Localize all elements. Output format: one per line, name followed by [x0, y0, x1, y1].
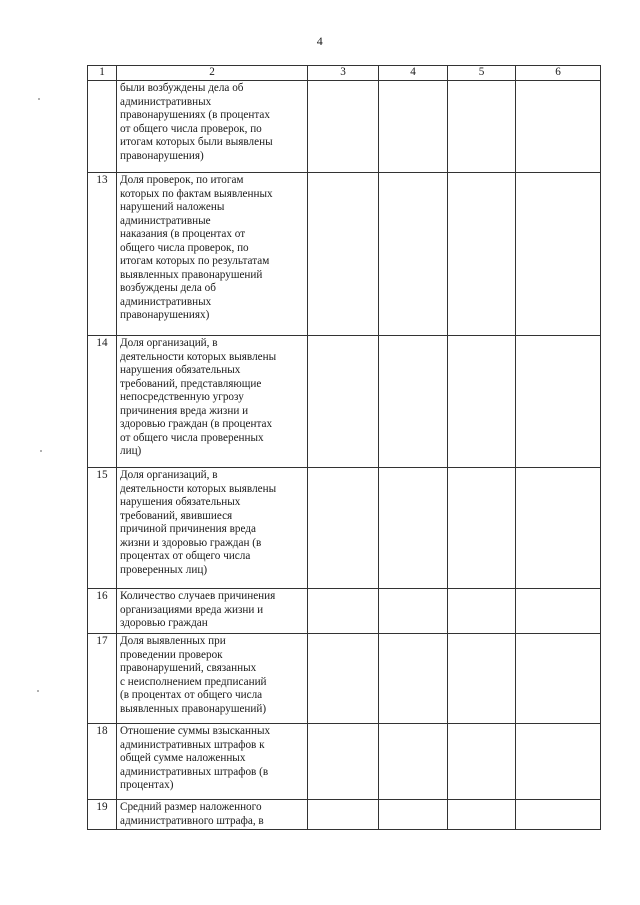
value-cell: [379, 589, 448, 634]
row-description: были возбуждены дела об административных правонарушениях (в процентах от общего числа проверок, по итогам которых были выявлены правонарушения): [117, 81, 308, 173]
value-cell: [308, 173, 379, 336]
scan-speck: [37, 690, 39, 692]
value-cell: [379, 634, 448, 724]
table-row: [88, 336, 601, 468]
value-cell: [379, 468, 448, 589]
table-header-row: [88, 66, 601, 81]
value-cell: [308, 800, 379, 830]
row-number: [88, 81, 117, 173]
value-cell: [379, 81, 448, 173]
table-row: [88, 468, 601, 589]
value-cell: [448, 589, 516, 634]
column-header: 1: [88, 66, 117, 81]
value-cell: [308, 81, 379, 173]
row-number: 19: [88, 800, 117, 830]
row-description: Количество случаев причинения организациями вреда жизни и здоровью граждан: [117, 589, 308, 634]
row-description: Доля организаций, в деятельности которых выявлены нарушения обязательных требований, представляющие непосредственную угрозу причинения вреда жизни и здоровью граждан (в процентах от общего числа проверенных лиц): [117, 336, 308, 468]
column-header: 3: [308, 66, 379, 81]
table-row: [88, 724, 601, 800]
value-cell: [308, 634, 379, 724]
value-cell: [516, 173, 601, 336]
value-cell: [379, 800, 448, 830]
row-description: Доля выявленных при проведении проверок правонарушений, связанных с неисполнением предписаний (в процентах от общего числа выявленных правонарушений): [117, 634, 308, 724]
column-header: 5: [448, 66, 516, 81]
value-cell: [516, 336, 601, 468]
table-row: [88, 173, 601, 336]
value-cell: [516, 724, 601, 800]
column-header: 4: [379, 66, 448, 81]
column-header: 2: [117, 66, 308, 81]
value-cell: [308, 468, 379, 589]
value-cell: [516, 468, 601, 589]
value-cell: [379, 173, 448, 336]
row-description: Средний размер наложенного административного штрафа, в: [117, 800, 308, 830]
value-cell: [308, 589, 379, 634]
row-description: Доля организаций, в деятельности которых выявлены нарушения обязательных требований, явившиеся причиной причинения вреда жизни и здоровью граждан (в процентах от общего числа проверенных лиц): [117, 468, 308, 589]
table-row: [88, 800, 601, 830]
row-number: 14: [88, 336, 117, 468]
value-cell: [448, 173, 516, 336]
value-cell: [379, 724, 448, 800]
row-number: 15: [88, 468, 117, 589]
value-cell: [516, 589, 601, 634]
scan-speck: [40, 450, 42, 452]
table-row: [88, 81, 601, 173]
value-cell: [448, 634, 516, 724]
value-cell: [516, 81, 601, 173]
value-cell: [308, 336, 379, 468]
row-number: 13: [88, 173, 117, 336]
value-cell: [448, 800, 516, 830]
row-number: 17: [88, 634, 117, 724]
value-cell: [448, 724, 516, 800]
value-cell: [516, 634, 601, 724]
value-cell: [448, 81, 516, 173]
value-cell: [448, 468, 516, 589]
table-row: [88, 589, 601, 634]
row-description: Отношение суммы взысканных административных штрафов к общей сумме наложенных административных штрафов (в процентах): [117, 724, 308, 800]
value-cell: [308, 724, 379, 800]
table-row: [88, 634, 601, 724]
row-description: Доля проверок, по итогам которых по фактам выявленных нарушений наложены административные наказания (в процентах от общего числа проверок, по итогам которых по результатам выявленных правонарушений возбуждены дела об административных правонарушениях): [117, 173, 308, 336]
value-cell: [379, 336, 448, 468]
value-cell: [516, 800, 601, 830]
indicators-table: [87, 65, 601, 830]
scan-speck: [38, 98, 40, 100]
row-number: 18: [88, 724, 117, 800]
column-header: 6: [516, 66, 601, 81]
page-number: 4: [316, 34, 324, 48]
row-number: 16: [88, 589, 117, 634]
value-cell: [448, 336, 516, 468]
